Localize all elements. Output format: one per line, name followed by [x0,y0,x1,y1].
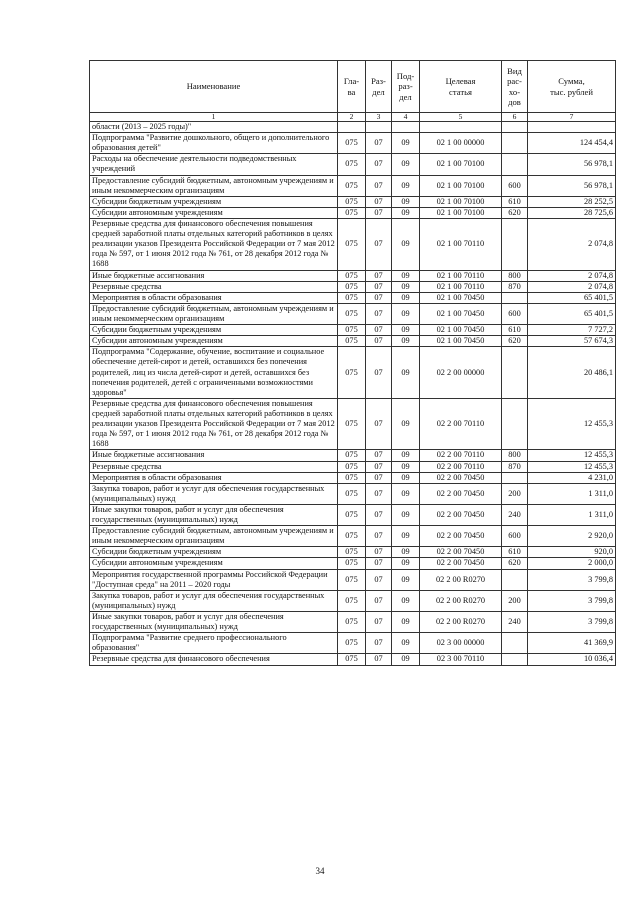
row-vid: 200 [502,483,528,504]
row-vid [502,218,528,270]
row-glava: 075 [338,450,366,461]
table-row [90,303,616,324]
row-summa: 56 978,1 [528,154,616,175]
row-razdel: 07 [366,270,392,281]
table-row [90,281,616,292]
row-podrazdel: 09 [392,547,420,558]
row-razdel: 07 [366,325,392,336]
row-razdel: 07 [366,461,392,472]
row-vid [502,133,528,154]
row-razdel: 07 [366,654,392,665]
row-podrazdel: 09 [392,270,420,281]
row-glava: 075 [338,654,366,665]
row-podrazdel: 09 [392,175,420,196]
row-statya: 02 2 00 70110 [420,450,502,461]
row-statya: 02 2 00 R0270 [420,569,502,590]
row-razdel: 07 [366,303,392,324]
row-vid [502,398,528,450]
row-razdel: 07 [366,569,392,590]
row-glava: 075 [338,483,366,504]
header-razdel: Раз- дел [366,61,392,113]
table-row [90,133,616,154]
row-name: Субсидии бюджетным учреждениям [90,196,338,207]
row-podrazdel: 09 [392,569,420,590]
row-vid [502,122,528,133]
row-summa: 4 231,0 [528,472,616,483]
row-glava: 075 [338,569,366,590]
row-name: Расходы на обеспечение деятельности подведомственных учреждений [90,154,338,175]
header-glava: Гла- ва [338,61,366,113]
row-statya: 02 2 00 70110 [420,461,502,472]
row-glava: 075 [338,398,366,450]
row-razdel: 07 [366,450,392,461]
row-vid [502,569,528,590]
row-statya: 02 1 00 70450 [420,303,502,324]
row-statya: 02 1 00 70100 [420,207,502,218]
row-name: Мероприятия государственной программы Российской Федерации "Доступная среда" на 2011 – 2020 годы [90,569,338,590]
row-statya: 02 2 00 70450 [420,526,502,547]
row-glava: 075 [338,218,366,270]
header-podrazdel: Под- раз- дел [392,61,420,113]
table-row [90,547,616,558]
row-name: Предоставление субсидий бюджетным, автономным учреждениям и иным некоммерческим организациям [90,526,338,547]
row-name: Закупка товаров, работ и услуг для обеспечения государственных (муниципальных) нужд [90,590,338,611]
row-glava: 075 [338,347,366,399]
row-podrazdel: 09 [392,590,420,611]
column-number: 4 [392,113,420,122]
row-glava: 075 [338,154,366,175]
row-vid: 240 [502,504,528,525]
row-razdel: 07 [366,347,392,399]
row-podrazdel: 09 [392,558,420,569]
table-row [90,590,616,611]
row-podrazdel: 09 [392,133,420,154]
row-vid: 870 [502,461,528,472]
header-statya: Целевая статья [420,61,502,113]
row-vid: 200 [502,590,528,611]
row-summa: 65 401,5 [528,292,616,303]
row-statya: 02 2 00 70450 [420,504,502,525]
table-row [90,154,616,175]
row-vid: 620 [502,336,528,347]
table-row [90,292,616,303]
row-razdel: 07 [366,196,392,207]
row-summa: 2 074,8 [528,218,616,270]
table-row [90,218,616,270]
table-row [90,196,616,207]
row-glava: 075 [338,196,366,207]
row-statya: 02 2 00 R0270 [420,612,502,633]
row-razdel: 07 [366,504,392,525]
row-razdel: 07 [366,207,392,218]
header-name: Наименование [90,61,338,113]
row-name: Подпрограмма "Содержание, обучение, воспитание и социальное обеспечение детей-сирот и детей, оставшихся без попечения родителей, лиц из числа детей-сирот и детей, оставшихся без попечения родителей, детей с ограниченными возможностями здоровья" [90,347,338,399]
row-name: Резервные средства для финансового обеспечения [90,654,338,665]
table-row [90,207,616,218]
row-name: Подпрограмма "Развитие среднего профессионального образования" [90,633,338,654]
row-vid: 600 [502,175,528,196]
row-vid [502,633,528,654]
row-glava: 075 [338,590,366,611]
row-vid: 620 [502,207,528,218]
row-summa: 10 036,4 [528,654,616,665]
row-vid [502,654,528,665]
row-vid: 240 [502,612,528,633]
row-vid: 620 [502,558,528,569]
row-razdel: 07 [366,398,392,450]
row-podrazdel: 09 [392,196,420,207]
row-summa: 1 311,0 [528,504,616,525]
column-number-row [90,113,616,122]
table-row [90,270,616,281]
table-row [90,472,616,483]
row-razdel: 07 [366,483,392,504]
row-vid: 800 [502,270,528,281]
row-vid: 600 [502,303,528,324]
row-summa [528,122,616,133]
row-summa: 65 401,5 [528,303,616,324]
row-razdel: 07 [366,558,392,569]
row-podrazdel: 09 [392,633,420,654]
row-summa: 57 674,3 [528,336,616,347]
row-statya: 02 1 00 70450 [420,325,502,336]
row-glava: 075 [338,504,366,525]
row-summa: 28 725,6 [528,207,616,218]
row-glava: 075 [338,207,366,218]
row-statya: 02 3 00 70110 [420,654,502,665]
row-razdel: 07 [366,547,392,558]
row-vid [502,292,528,303]
row-glava: 075 [338,281,366,292]
column-number: 5 [420,113,502,122]
row-statya: 02 1 00 70110 [420,270,502,281]
row-name: Субсидии бюджетным учреждениям [90,325,338,336]
row-statya: 02 2 00 R0270 [420,590,502,611]
row-statya: 02 2 00 70450 [420,472,502,483]
row-glava: 075 [338,461,366,472]
row-glava: 075 [338,303,366,324]
table-row [90,612,616,633]
row-podrazdel: 09 [392,398,420,450]
row-name: области (2013 – 2025 годы)" [90,122,338,133]
row-summa: 1 311,0 [528,483,616,504]
table-row [90,558,616,569]
table-row [90,504,616,525]
row-glava: 075 [338,133,366,154]
row-statya: 02 1 00 70110 [420,281,502,292]
column-number: 6 [502,113,528,122]
row-statya [420,122,502,133]
row-razdel: 07 [366,175,392,196]
row-statya: 02 1 00 70100 [420,175,502,196]
row-name: Иные бюджетные ассигнования [90,270,338,281]
row-name: Резервные средства для финансового обеспечения повышения средней заработной платы отдельных категорий работников в целях реализации указов Президента Российской Федерации от 7 мая 2012 года № 597, от 1 июня 2012 года № 761, от 28 декабря 2012 года № 1688 [90,218,338,270]
row-vid: 600 [502,526,528,547]
row-glava: 075 [338,270,366,281]
row-name: Субсидии автономным учреждениям [90,207,338,218]
row-summa: 12 455,3 [528,398,616,450]
budget-table [89,60,616,666]
table-row [90,569,616,590]
row-name: Иные закупки товаров, работ и услуг для обеспечения государственных (муниципальных) нужд [90,612,338,633]
row-name: Предоставление субсидий бюджетным, автономным учреждениям и иным некоммерческим организациям [90,175,338,196]
row-statya: 02 2 00 70450 [420,547,502,558]
row-glava: 075 [338,336,366,347]
row-vid: 610 [502,547,528,558]
row-summa: 56 978,1 [528,175,616,196]
row-razdel: 07 [366,133,392,154]
table-row [90,633,616,654]
row-summa: 2 074,8 [528,270,616,281]
table-row [90,526,616,547]
column-number: 7 [528,113,616,122]
row-podrazdel: 09 [392,450,420,461]
table-row [90,654,616,665]
row-statya: 02 2 00 00000 [420,347,502,399]
row-razdel [366,122,392,133]
row-statya: 02 2 00 70450 [420,483,502,504]
row-podrazdel: 09 [392,303,420,324]
row-razdel: 07 [366,526,392,547]
row-summa: 2 000,0 [528,558,616,569]
row-summa: 20 486,1 [528,347,616,399]
row-razdel: 07 [366,218,392,270]
row-vid [502,472,528,483]
row-name: Субсидии автономным учреждениям [90,336,338,347]
table-body [90,122,616,666]
row-podrazdel: 09 [392,526,420,547]
row-summa: 12 455,3 [528,461,616,472]
row-podrazdel: 09 [392,483,420,504]
row-name: Предоставление субсидий бюджетным, автономным учреждениям и иным некоммерческим организациям [90,303,338,324]
row-statya: 02 1 00 70100 [420,196,502,207]
row-razdel: 07 [366,154,392,175]
row-podrazdel: 09 [392,504,420,525]
row-summa: 2 074,8 [528,281,616,292]
row-podrazdel: 09 [392,654,420,665]
table-row [90,347,616,399]
row-razdel: 07 [366,612,392,633]
row-name: Субсидии автономным учреждениям [90,558,338,569]
table-row [90,398,616,450]
row-podrazdel: 09 [392,612,420,633]
row-podrazdel: 09 [392,472,420,483]
row-glava: 075 [338,175,366,196]
row-podrazdel: 09 [392,154,420,175]
row-razdel: 07 [366,281,392,292]
row-name: Иные закупки товаров, работ и услуг для обеспечения государственных (муниципальных) нужд [90,504,338,525]
row-podrazdel: 09 [392,292,420,303]
table-header-row [90,61,616,113]
row-glava: 075 [338,526,366,547]
row-podrazdel: 09 [392,325,420,336]
row-razdel: 07 [366,472,392,483]
row-summa: 2 920,0 [528,526,616,547]
row-name: Мероприятия в области образования [90,292,338,303]
row-statya: 02 2 00 70110 [420,398,502,450]
row-vid [502,347,528,399]
row-podrazdel: 09 [392,207,420,218]
row-glava: 075 [338,633,366,654]
row-podrazdel: 09 [392,336,420,347]
row-razdel: 07 [366,633,392,654]
row-vid [502,154,528,175]
row-name: Резервные средства [90,281,338,292]
row-razdel: 07 [366,292,392,303]
header-summa: Сумма, тыс. рублей [528,61,616,113]
table-row [90,461,616,472]
table-row [90,122,616,133]
row-podrazdel: 09 [392,347,420,399]
row-vid: 610 [502,196,528,207]
row-vid: 870 [502,281,528,292]
row-statya: 02 1 00 70100 [420,154,502,175]
table-row [90,175,616,196]
row-glava: 075 [338,612,366,633]
row-statya: 02 1 00 70450 [420,336,502,347]
row-summa: 3 799,8 [528,590,616,611]
row-summa: 41 369,9 [528,633,616,654]
page-number: 34 [315,866,325,876]
row-statya: 02 2 00 70450 [420,558,502,569]
row-podrazdel [392,122,420,133]
column-number: 3 [366,113,392,122]
row-statya: 02 1 00 00000 [420,133,502,154]
row-summa: 7 727,2 [528,325,616,336]
row-summa: 920,0 [528,547,616,558]
row-glava: 075 [338,292,366,303]
table-row [90,483,616,504]
row-summa: 3 799,8 [528,612,616,633]
row-razdel: 07 [366,590,392,611]
row-name: Закупка товаров, работ и услуг для обеспечения государственных (муниципальных) нужд [90,483,338,504]
row-name: Резервные средства для финансового обеспечения повышения средней заработной платы отдельных категорий работников в целях реализации указов Президента Российской Федерации от 7 мая 2012 года № 597, от 1 июня 2012 года № 761, от 28 декабря 2012 года № 1688 [90,398,338,450]
row-podrazdel: 09 [392,218,420,270]
row-glava: 075 [338,472,366,483]
row-statya: 02 3 00 00000 [420,633,502,654]
row-summa: 28 252,5 [528,196,616,207]
row-name: Мероприятия в области образования [90,472,338,483]
column-number: 2 [338,113,366,122]
row-podrazdel: 09 [392,461,420,472]
row-name: Субсидии бюджетным учреждениям [90,547,338,558]
row-glava: 075 [338,547,366,558]
row-glava: 075 [338,325,366,336]
table-row [90,325,616,336]
row-vid: 610 [502,325,528,336]
row-podrazdel: 09 [392,281,420,292]
row-name: Резервные средства [90,461,338,472]
row-summa: 124 454,4 [528,133,616,154]
table-row [90,336,616,347]
table-row [90,450,616,461]
row-razdel: 07 [366,336,392,347]
row-statya: 02 1 00 70450 [420,292,502,303]
row-summa: 12 455,3 [528,450,616,461]
row-statya: 02 1 00 70110 [420,218,502,270]
column-number: 1 [90,113,338,122]
row-glava: 075 [338,558,366,569]
row-name: Подпрограмма "Развитие дошкольного, общего и дополнительного образования детей" [90,133,338,154]
row-vid: 800 [502,450,528,461]
row-glava [338,122,366,133]
row-name: Иные бюджетные ассигнования [90,450,338,461]
header-vid: Вид рас- хо- дов [502,61,528,113]
row-summa: 3 799,8 [528,569,616,590]
